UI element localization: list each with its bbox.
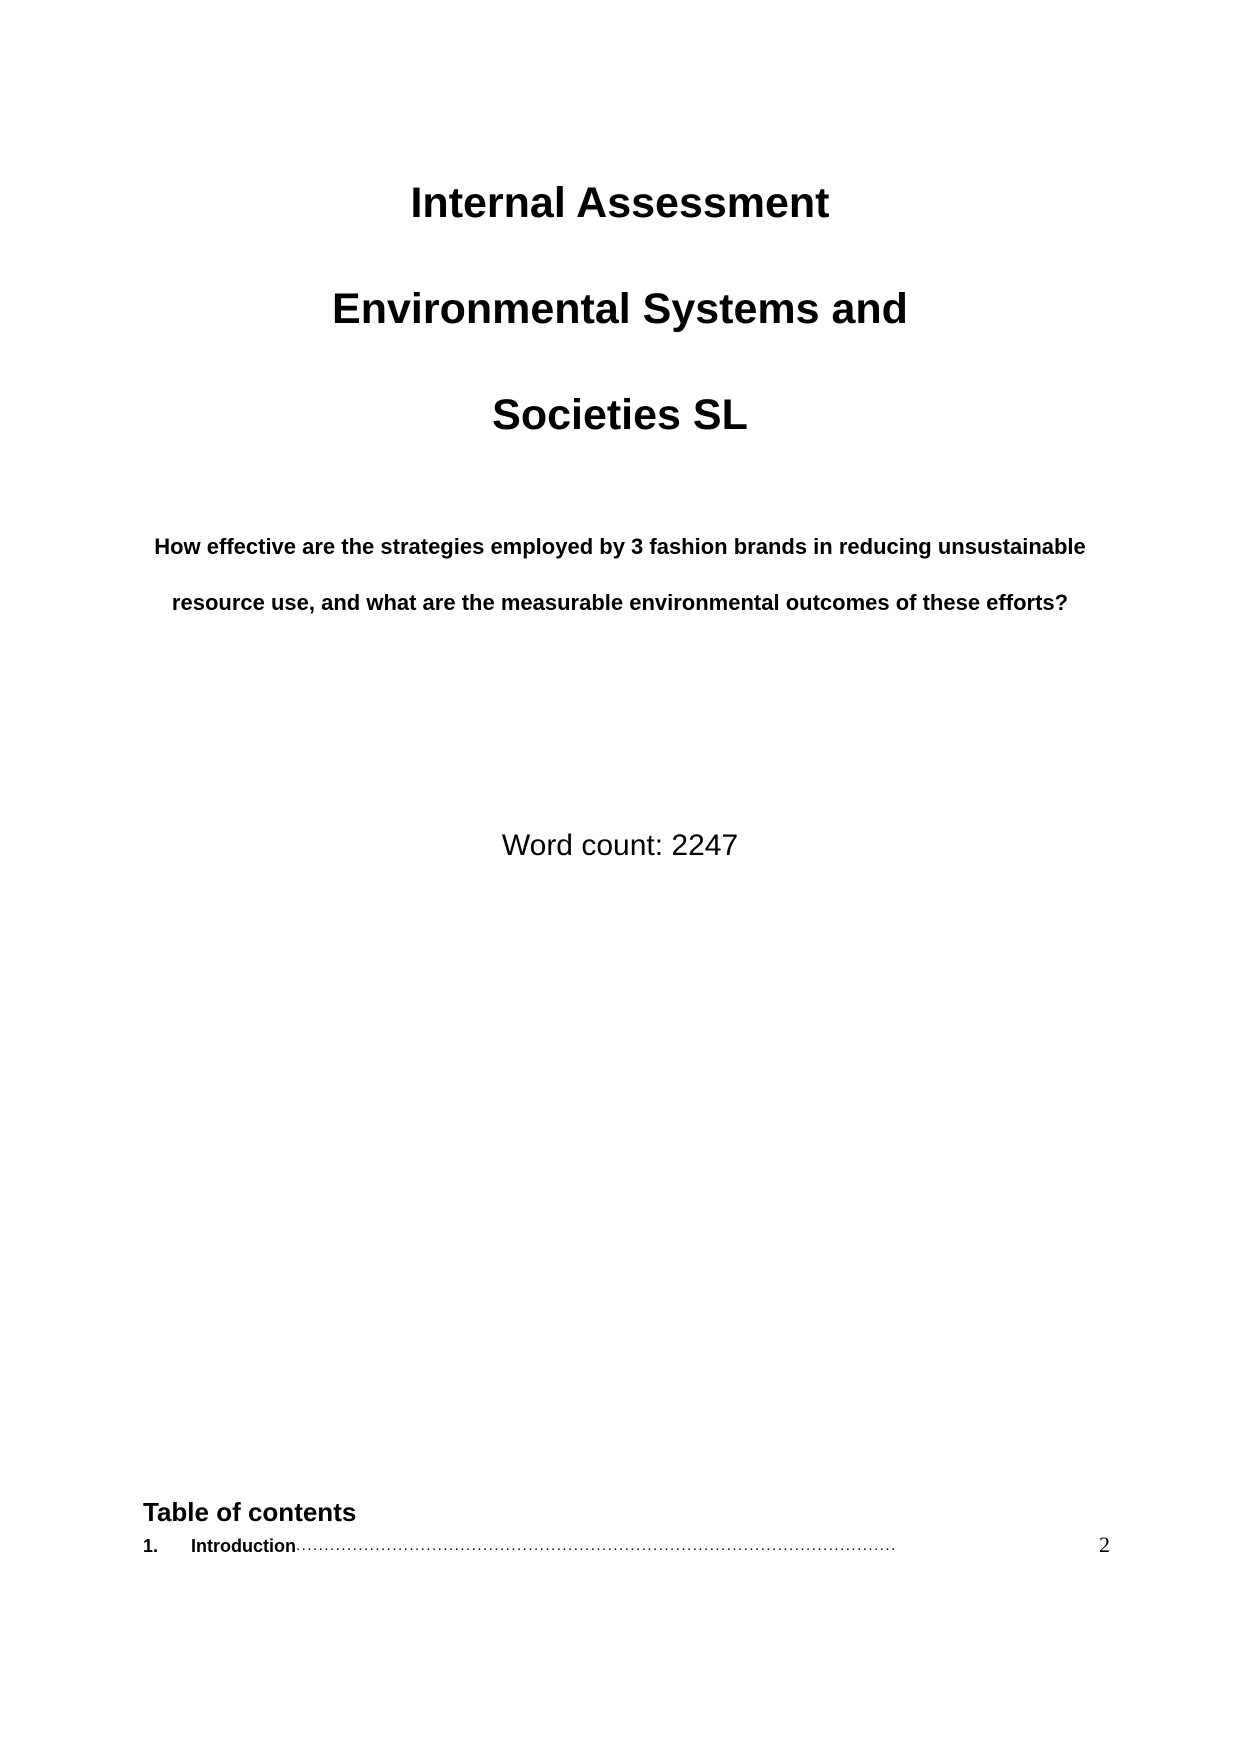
toc-entry-number: 1.: [143, 1536, 159, 1556]
title-block: [0, 0, 1240, 437]
toc-entry-label: Introduction: [191, 1536, 296, 1556]
toc-entry-leader-dots: ..........................................................................................................: [295, 1537, 897, 1554]
document-title-line-1: Internal Assessment: [410, 179, 830, 227]
toc-entry-introduction[interactable]: [143, 1532, 1110, 1558]
document-title-line-3: Societies SL: [492, 391, 748, 439]
toc-entry-page-number: 2: [1099, 1532, 1110, 1557]
toc-heading: Table of contents: [143, 1497, 357, 1527]
research-question: How effective are the strategies employed by 3 fashion brands in reducing unsustainable resource use, and what are the measurable environmental outcomes of these efforts?: [154, 534, 1086, 616]
table-of-contents: [143, 1497, 1110, 1558]
document-title-line-2: Environmental Systems and: [332, 285, 908, 333]
word-count: Word count: 2247: [501, 829, 739, 863]
